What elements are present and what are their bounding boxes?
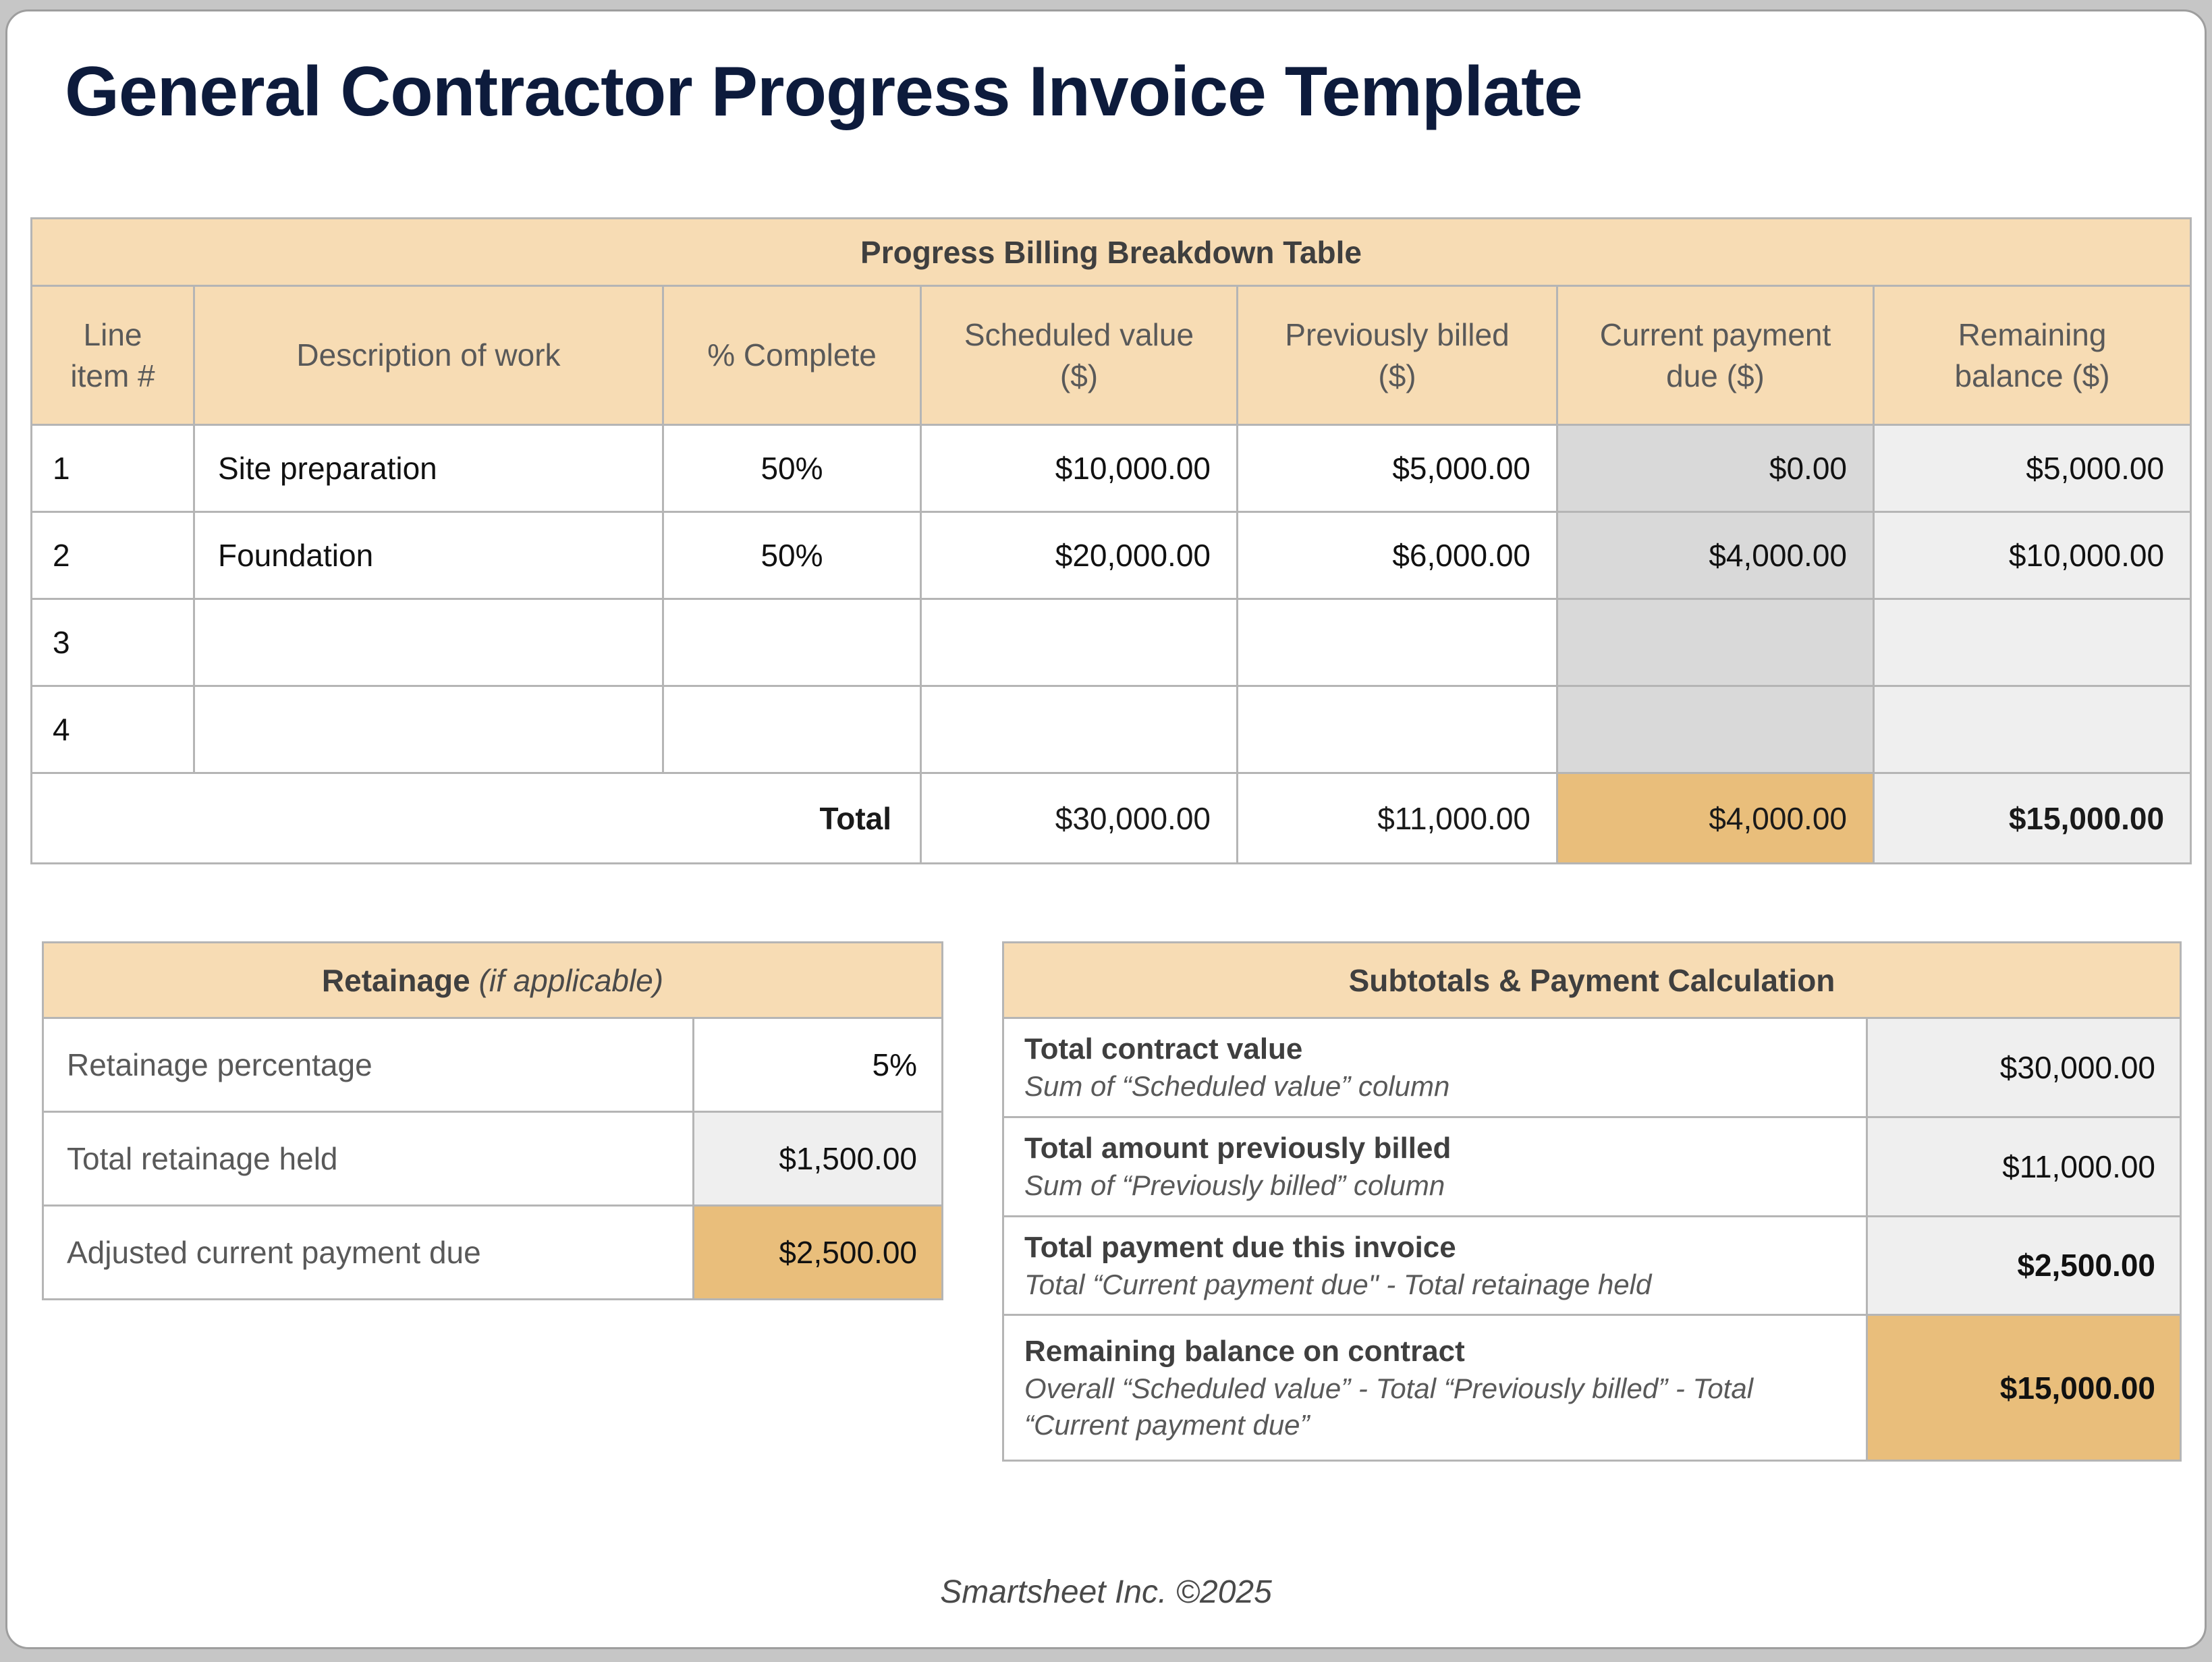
table-row [1003, 1216, 2181, 1315]
total-scheduled-value: $30,000.00 [921, 773, 1238, 864]
retainage-percentage-label: Retainage percentage [43, 1018, 694, 1112]
cell-pct-complete [663, 686, 921, 773]
total-contract-value-label: Total contract value [1024, 1032, 1303, 1065]
table-row [43, 1206, 943, 1300]
retainage-title-row [43, 943, 943, 1018]
total-previously-billed-formula: Sum of “Previously billed” column [1024, 1169, 1445, 1201]
cell-current-payment-due [1557, 686, 1874, 773]
table-row [32, 599, 2191, 686]
cell-pct-complete: 50% [663, 425, 921, 512]
cell-remaining-balance [1874, 599, 2191, 686]
total-label: Total [32, 773, 921, 864]
retainage-table [42, 941, 943, 1300]
cell-line-number: 3 [32, 599, 194, 686]
col-header-current-payment-due: Current payment due ($) [1557, 286, 1874, 425]
table-row [32, 686, 2191, 773]
cell-previously-billed: $5,000.00 [1238, 425, 1557, 512]
table-row [32, 425, 2191, 512]
cell-current-payment-due [1557, 599, 1874, 686]
retainage-table-title [43, 943, 943, 1018]
subtotals-title-row [1003, 943, 2181, 1018]
adjusted-payment-due-value: $2,500.00 [694, 1206, 943, 1300]
remaining-balance-value: $15,000.00 [1867, 1315, 2181, 1461]
cell-description [194, 686, 663, 773]
cell-previously-billed: $6,000.00 [1238, 512, 1557, 599]
col-header-description: Description of work [194, 286, 663, 425]
total-payment-due-value: $2,500.00 [1867, 1216, 2181, 1315]
total-contract-value: $30,000.00 [1867, 1018, 2181, 1117]
total-previously-billed-value: $11,000.00 [1867, 1117, 2181, 1216]
total-payment-due-formula: Total “Current payment due" - Total retainage held [1024, 1268, 1652, 1300]
subtotals-table-title: Subtotals & Payment Calculation [1003, 943, 2181, 1018]
cell-line-number: 4 [32, 686, 194, 773]
page-title: General Contractor Progress Invoice Template [65, 53, 1582, 131]
cell-scheduled-value [921, 686, 1238, 773]
total-contract-value-formula: Sum of “Scheduled value” column [1024, 1070, 1450, 1103]
breakdown-table-title: Progress Billing Breakdown Table [32, 219, 2191, 286]
total-previously-billed-cell [1003, 1117, 1867, 1216]
cell-pct-complete [663, 599, 921, 686]
cell-pct-complete: 50% [663, 512, 921, 599]
cell-description: Site preparation [194, 425, 663, 512]
cell-scheduled-value [921, 599, 1238, 686]
cell-description [194, 599, 663, 686]
remaining-balance-cell [1003, 1315, 1867, 1461]
adjusted-payment-due-label: Adjusted current payment due [43, 1206, 694, 1300]
retainage-title-suffix: (if applicable) [470, 962, 664, 998]
total-previously-billed: $11,000.00 [1238, 773, 1557, 864]
cell-scheduled-value: $10,000.00 [921, 425, 1238, 512]
cell-description: Foundation [194, 512, 663, 599]
total-contract-value-cell [1003, 1018, 1867, 1117]
total-remaining-balance: $15,000.00 [1874, 773, 2191, 864]
retainage-title-text: Retainage [321, 962, 470, 998]
remaining-balance-formula: Overall “Scheduled value” - Total “Previously billed” - Total “Current payment due” [1024, 1372, 1754, 1441]
table-row [1003, 1117, 2181, 1216]
col-header-scheduled-value: Scheduled value ($) [921, 286, 1238, 425]
table-row [1003, 1018, 2181, 1117]
col-header-pct-complete: % Complete [663, 286, 921, 425]
cell-remaining-balance: $10,000.00 [1874, 512, 2191, 599]
cell-current-payment-due: $0.00 [1557, 425, 1874, 512]
cell-scheduled-value: $20,000.00 [921, 512, 1238, 599]
breakdown-header-row [32, 286, 2191, 425]
total-row [32, 773, 2191, 864]
col-header-previously-billed: Previously billed ($) [1238, 286, 1557, 425]
cell-previously-billed [1238, 599, 1557, 686]
table-row [1003, 1315, 2181, 1461]
total-current-payment-due: $4,000.00 [1557, 773, 1874, 864]
cell-current-payment-due: $4,000.00 [1557, 512, 1874, 599]
table-row [43, 1112, 943, 1206]
table-row [32, 512, 2191, 599]
breakdown-title-row [32, 219, 2191, 286]
remaining-balance-label: Remaining balance on contract [1024, 1334, 1465, 1368]
total-previously-billed-label: Total amount previously billed [1024, 1131, 1451, 1165]
col-header-remaining-balance: Remaining balance ($) [1874, 286, 2191, 425]
breakdown-table [30, 217, 2192, 864]
cell-line-number: 1 [32, 425, 194, 512]
total-retainage-held-label: Total retainage held [43, 1112, 694, 1206]
total-retainage-held-value: $1,500.00 [694, 1112, 943, 1206]
cell-line-number: 2 [32, 512, 194, 599]
col-header-line-item: Line item # [32, 286, 194, 425]
subtotals-table [1002, 941, 2182, 1462]
cell-previously-billed [1238, 686, 1557, 773]
table-row [43, 1018, 943, 1112]
copyright-footer: Smartsheet Inc. ©2025 [940, 1574, 1272, 1610]
total-payment-due-label: Total payment due this invoice [1024, 1230, 1456, 1264]
cell-remaining-balance [1874, 686, 2191, 773]
retainage-percentage-value: 5% [694, 1018, 943, 1112]
total-payment-due-cell [1003, 1216, 1867, 1315]
cell-remaining-balance: $5,000.00 [1874, 425, 2191, 512]
